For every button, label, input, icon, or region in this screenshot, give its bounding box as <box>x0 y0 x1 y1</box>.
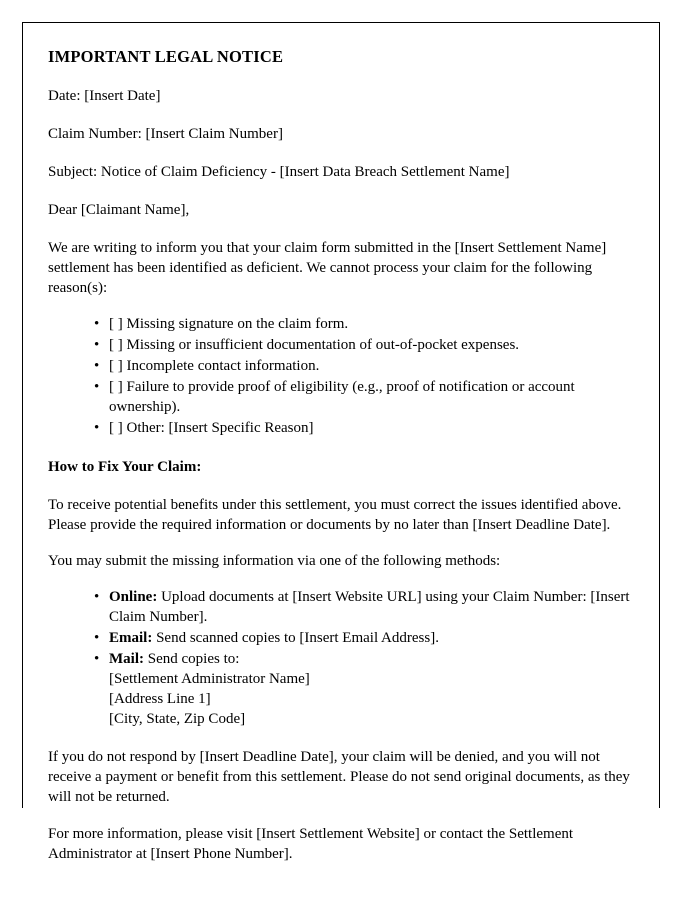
salutation-line: Dear [Claimant Name], <box>48 201 190 218</box>
subject-line: Subject: Notice of Claim Deficiency - [Insert Data Breach Settlement Name] <box>48 163 510 180</box>
method-text: Send copies to: <box>144 651 240 668</box>
method-label: Mail: <box>109 651 144 668</box>
list-item: • [ ] Other: [Insert Specific Reason] <box>94 419 633 439</box>
page-title: IMPORTANT LEGAL NOTICE <box>48 47 284 66</box>
list-item <box>94 588 633 628</box>
address-line: [Settlement Administrator Name] <box>109 671 310 688</box>
list-item: • [ ] Missing or insufficient documentation of out-of-pocket expenses. <box>94 336 633 356</box>
more-information-paragraph: For more information, please visit [Insert Settlement Website] or contact the Settlement Administrator at [Insert Phone Number]. <box>48 825 574 862</box>
list-item: • [ ] Incomplete contact information. <box>94 357 633 377</box>
fix-claim-paragraph: To receive potential benefits under this settlement, you must correct the issues identified above. Please provide the required information or documents by no later than [Insert Deadline Date]. <box>48 496 622 533</box>
fix-claim-heading: How to Fix Your Claim: <box>48 459 202 476</box>
intro-paragraph: We are writing to inform you that your claim form submitted in the [Insert Settlement Name] settlement has been identified as deficient. We cannot process your claim for the following reason(s): <box>48 239 607 296</box>
submission-method-list <box>48 588 633 730</box>
date-line: Date: [Insert Date] <box>48 87 161 104</box>
deficiency-reason-list <box>48 315 633 439</box>
method-text: Send scanned copies to [Insert Email Address]. <box>152 630 439 647</box>
list-item: • [ ] Missing signature on the claim form. <box>94 315 633 335</box>
address-line: [Address Line 1] <box>109 691 211 708</box>
method-label: Email: <box>109 630 153 647</box>
list-item: • [ ] Failure to provide proof of eligibility (e.g., proof of notification or account ownership). <box>94 378 633 418</box>
method-label: Online: <box>109 589 158 606</box>
document-body <box>23 23 659 865</box>
list-item <box>94 650 633 730</box>
address-line: [City, State, Zip Code] <box>109 711 246 727</box>
submission-methods-intro: You may submit the missing information via one of the following methods: <box>48 553 501 570</box>
deadline-warning-paragraph: If you do not respond by [Insert Deadline Date], your claim will be denied, and you will not receive a payment or benefit from this settlement. Please do not send original documents, as they will not be returned. <box>48 748 630 805</box>
document-page <box>22 22 660 862</box>
claim-number-line: Claim Number: [Insert Claim Number] <box>48 125 283 142</box>
method-text: Upload documents at [Insert Website URL] using your Claim Number: [Insert Claim Number]. <box>109 589 630 626</box>
list-item <box>94 629 633 649</box>
